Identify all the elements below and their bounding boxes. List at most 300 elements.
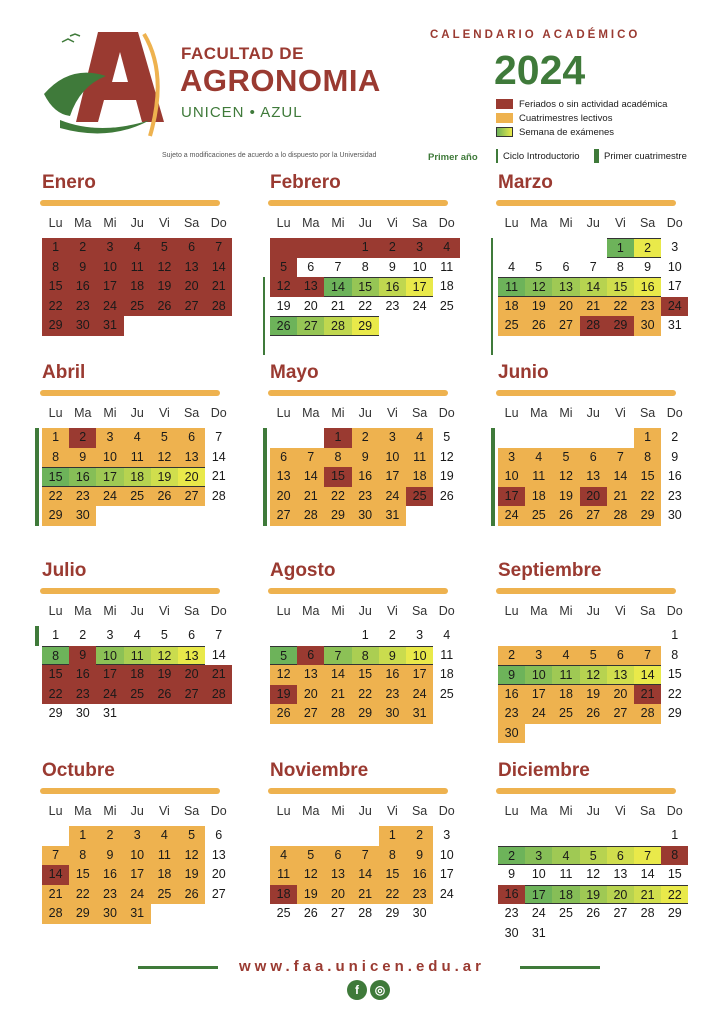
month-underline	[268, 390, 448, 396]
day-cell: 11	[124, 258, 151, 278]
weekday-header: Ju	[130, 406, 144, 420]
day-cell: 30	[412, 906, 427, 920]
day-cell: 25	[151, 885, 178, 905]
day-cell: 31	[667, 318, 682, 332]
weekday-header: Ju	[358, 406, 372, 420]
day-cell: 16	[498, 685, 525, 705]
day-cell: 23	[69, 685, 96, 705]
day-cell: 20	[607, 685, 634, 705]
day-cell: 26	[586, 906, 601, 920]
day-cell: 11	[406, 448, 433, 468]
month-name: Agosto	[270, 560, 336, 581]
term-swatch	[496, 113, 513, 123]
day-cell: 24	[661, 297, 688, 317]
day-cell: 9	[96, 846, 123, 866]
intro-cycle-bar	[263, 316, 265, 336]
day-cell: 21	[634, 885, 661, 905]
day-cell: 17	[96, 277, 123, 297]
weekday-header: Mi	[331, 406, 345, 420]
weekday-header: Do	[666, 216, 683, 230]
day-cell: 13	[324, 865, 351, 885]
day-cell: 23	[69, 487, 96, 507]
day-cell: 26	[151, 487, 178, 507]
weekday-header: Mi	[559, 406, 573, 420]
weekday-header: Ju	[358, 604, 372, 618]
day-cell: 28	[640, 906, 655, 920]
weekday-header: Sa	[639, 216, 656, 230]
day-cell: 17	[406, 277, 433, 297]
day-cell: 5	[580, 846, 607, 866]
day-cell: 6	[297, 646, 324, 666]
day-cell: 15	[379, 865, 406, 885]
day-cell: 5	[270, 258, 297, 278]
first-year-label: Primer año	[428, 152, 478, 163]
day-cell: 16	[69, 467, 96, 487]
day-cell: 12	[151, 448, 178, 468]
weekday-header: Lu	[276, 406, 291, 420]
day-cell: 13	[270, 467, 297, 487]
first-term-bar	[491, 428, 495, 448]
first-term-bar	[263, 506, 267, 526]
month-name: Diciembre	[498, 760, 590, 781]
weekday-header: Lu	[504, 216, 519, 230]
day-cell: 22	[661, 885, 688, 905]
day-cell: 22	[42, 487, 69, 507]
first-term-bar	[491, 506, 495, 526]
weekday-header: Vi	[386, 216, 398, 230]
day-cell: 25	[124, 297, 151, 317]
day-cell: 14	[297, 467, 324, 487]
weekday-header: Mi	[103, 604, 117, 618]
day-cell: 10	[412, 259, 427, 274]
day-cell: 6	[580, 448, 607, 468]
day-cell: 20	[178, 665, 205, 685]
day-cell: 29	[352, 316, 379, 336]
day-cell: 15	[42, 467, 69, 487]
day-cell: 8	[634, 448, 661, 468]
day-cell: 18	[406, 467, 433, 487]
day-cell: 9	[671, 449, 679, 464]
weekday-header: Ma	[74, 604, 92, 618]
day-cell: 29	[667, 706, 682, 720]
day-cell: 21	[205, 665, 232, 685]
day-cell: 12	[270, 665, 297, 685]
day-cell: 11	[552, 665, 579, 685]
day-cell: 14	[640, 867, 655, 881]
day-cell: 18	[552, 885, 579, 905]
month-name: Septiembre	[498, 560, 602, 581]
day-cell: 28	[634, 704, 661, 724]
weekday-header: Ma	[530, 804, 548, 818]
day-cell: 13	[178, 646, 205, 666]
month-abril	[40, 362, 235, 542]
day-cell: 5	[443, 430, 451, 444]
day-cell: 11	[124, 448, 151, 468]
day-cell: 4	[443, 628, 451, 642]
day-cell: 26	[580, 704, 607, 724]
day-cell: 21	[42, 885, 69, 905]
day-cell: 17	[124, 865, 151, 885]
day-cell: 29	[352, 704, 379, 724]
day-cell: 20	[580, 487, 607, 507]
day-cell: 3	[416, 628, 424, 642]
day-cell: 23	[667, 488, 682, 503]
day-cell: 6	[607, 846, 634, 866]
day-cell: 5	[151, 238, 178, 258]
day-cell: 5	[151, 428, 178, 448]
day-cell: 6	[607, 646, 634, 666]
day-cell: 26	[270, 316, 297, 336]
weekday-header: Lu	[504, 804, 519, 818]
day-cell: 8	[42, 448, 69, 468]
weekday-header: Ma	[530, 216, 548, 230]
day-cell: 4	[270, 846, 297, 866]
day-cell: 30	[96, 904, 123, 924]
day-cell: 22	[634, 487, 661, 507]
first-term-bar	[491, 467, 495, 487]
instagram-icon[interactable]: ◎	[370, 980, 390, 1000]
day-cell: 18	[498, 297, 525, 317]
day-cell: 15	[352, 665, 379, 685]
day-cell: 17	[525, 685, 552, 705]
day-cell: 23	[69, 297, 96, 317]
weekday-header: Do	[210, 604, 227, 618]
day-cell: 22	[42, 685, 69, 705]
day-cell: 10	[96, 258, 123, 278]
weekday-header: Ma	[302, 604, 320, 618]
day-cell: 22	[358, 298, 373, 313]
subject-note: Sujeto a modificaciones de acuerdo a lo dispuesto por la Universidad	[162, 152, 377, 159]
day-cell: 25	[439, 298, 454, 313]
weekday-header: Sa	[183, 216, 200, 230]
day-cell: 3	[525, 846, 552, 866]
month-underline	[40, 788, 220, 794]
day-cell: 28	[42, 904, 69, 924]
day-cell: 12	[580, 665, 607, 685]
day-cell: 8	[69, 846, 96, 866]
day-cell: 14	[211, 647, 226, 662]
weekday-header: Vi	[386, 604, 398, 618]
day-cell: 16	[379, 665, 406, 685]
day-cell: 19	[151, 277, 178, 297]
day-cell: 14	[42, 865, 69, 885]
day-cell: 30	[667, 508, 682, 522]
weekday-header: Sa	[411, 804, 428, 818]
day-cell: 16	[634, 277, 661, 297]
weekday-header: Sa	[411, 216, 428, 230]
day-cell: 30	[634, 316, 661, 336]
day-cell: 20	[552, 297, 579, 317]
day-cell: 2	[69, 238, 96, 258]
day-cell: 1	[69, 826, 96, 846]
weekday-header: Ma	[74, 804, 92, 818]
day-cell: 28	[211, 488, 226, 503]
day-cell: 21	[211, 469, 226, 483]
day-cell: 25	[525, 506, 552, 526]
month-agosto	[268, 560, 463, 740]
day-cell: 2	[352, 428, 379, 448]
day-cell: 1	[52, 628, 60, 642]
day-cell: 21	[352, 885, 379, 905]
day-cell: 7	[607, 448, 634, 468]
month-noviembre	[268, 760, 463, 940]
day-cell: 9	[352, 448, 379, 468]
university-name: UNICEN • AZUL	[181, 104, 303, 121]
day-cell: 1	[42, 428, 69, 448]
day-cell: 10	[439, 847, 454, 862]
day-cell: 15	[42, 277, 69, 297]
day-cell: 28	[297, 506, 324, 526]
month-junio	[496, 362, 691, 542]
month-diciembre	[496, 760, 691, 940]
day-cell: 17	[96, 665, 123, 685]
day-cell: 17	[667, 279, 682, 293]
weekday-header: Vi	[614, 406, 626, 420]
month-underline	[40, 200, 220, 206]
intro-cycle-bar	[491, 316, 493, 336]
month-octubre	[40, 760, 235, 940]
day-cell: 21	[205, 277, 232, 297]
day-cell: 19	[151, 467, 178, 487]
legend-holidays	[496, 97, 667, 111]
day-cell: 24	[531, 906, 546, 920]
day-cell: 9	[69, 646, 96, 666]
day-cell: 26	[270, 704, 297, 724]
day-cell: 3	[525, 646, 552, 666]
weekday-header: Mi	[103, 406, 117, 420]
day-cell: 21	[297, 487, 324, 507]
day-cell: 19	[178, 865, 205, 885]
day-cell: 22	[69, 885, 96, 905]
day-cell: 14	[324, 277, 351, 297]
weekday-header: Mi	[103, 804, 117, 818]
day-cell: 7	[297, 448, 324, 468]
day-cell: 3	[96, 428, 123, 448]
day-cell: 3	[96, 238, 123, 258]
day-cell: 18	[525, 487, 552, 507]
day-cell: 11	[270, 865, 297, 885]
weekday-header: Ju	[130, 216, 144, 230]
website-link[interactable]: www.faa.unicen.edu.ar	[239, 958, 485, 975]
intro-cycle-marker	[496, 149, 580, 163]
weekday-header: Do	[438, 216, 455, 230]
day-cell: 15	[607, 277, 634, 297]
day-cell: 17	[498, 487, 525, 507]
day-cell: 22	[352, 685, 379, 705]
day-cell: 29	[48, 706, 63, 720]
day-cell: 25	[498, 316, 525, 336]
day-cell: 28	[580, 316, 607, 336]
month-underline	[496, 588, 676, 594]
day-cell: 20	[178, 277, 205, 297]
day-cell: 2	[69, 428, 96, 448]
day-cell: 21	[634, 685, 661, 705]
weekday-header: Lu	[48, 604, 63, 618]
intro-cycle-bar	[263, 336, 265, 356]
first-term-bar	[491, 448, 495, 468]
day-cell: 3	[379, 428, 406, 448]
day-cell: 11	[498, 277, 525, 297]
day-cell: 24	[525, 704, 552, 724]
month-febrero	[268, 172, 463, 352]
day-cell: 29	[607, 316, 634, 336]
day-cell: 13	[580, 467, 607, 487]
day-cell: 26	[552, 506, 579, 526]
day-cell: 27	[178, 487, 205, 507]
day-cell: 24	[124, 885, 151, 905]
day-cell: 18	[151, 865, 178, 885]
day-cell: 14	[324, 665, 351, 685]
empty-holiday-cell	[297, 238, 324, 258]
day-cell: 6	[270, 448, 297, 468]
weekday-header: Ju	[358, 216, 372, 230]
day-cell: 25	[552, 704, 579, 724]
weekday-header: Lu	[276, 804, 291, 818]
day-cell: 8	[671, 647, 679, 662]
intro-cycle-bar	[263, 297, 265, 317]
day-cell: 2	[498, 846, 525, 866]
month-underline	[496, 200, 676, 206]
day-cell: 10	[96, 646, 123, 666]
weekday-header: Ju	[130, 804, 144, 818]
day-cell: 10	[531, 867, 546, 881]
day-cell: 25	[559, 906, 573, 920]
facebook-icon[interactable]: f	[347, 980, 367, 1000]
weekday-header: Vi	[158, 604, 170, 618]
day-cell: 30	[352, 506, 379, 526]
day-cell: 3	[498, 448, 525, 468]
day-cell: 9	[388, 259, 396, 274]
exam-swatch	[496, 127, 513, 137]
day-cell: 27	[613, 906, 628, 920]
day-cell: 15	[324, 467, 351, 487]
day-cell: 7	[352, 846, 379, 866]
day-cell: 3	[406, 238, 433, 258]
month-marzo	[496, 172, 691, 352]
day-cell: 18	[270, 885, 297, 905]
day-cell: 13	[613, 867, 628, 881]
day-cell: 17	[439, 867, 454, 881]
weekday-header: Vi	[614, 804, 626, 818]
intro-cycle-bar	[263, 277, 265, 297]
day-cell: 18	[439, 667, 454, 681]
day-cell: 15	[42, 665, 69, 685]
day-cell: 24	[412, 298, 427, 313]
day-cell: 23	[96, 885, 123, 905]
day-cell: 23	[352, 487, 379, 507]
day-cell: 2	[671, 430, 679, 444]
weekday-header: Sa	[183, 604, 200, 618]
day-cell: 9	[498, 665, 525, 685]
day-cell: 9	[69, 258, 96, 278]
day-cell: 7	[215, 430, 223, 444]
day-cell: 6	[178, 428, 205, 448]
legend-label: Cuatrimestres lectivos	[519, 112, 613, 124]
weekday-header: Do	[210, 216, 227, 230]
day-cell: 11	[440, 259, 454, 274]
first-term-bar	[35, 428, 39, 448]
weekday-header: Ju	[586, 216, 600, 230]
first-term-label: Primer cuatrimestre	[604, 150, 687, 162]
day-cell: 12	[525, 277, 552, 297]
day-cell: 28	[358, 906, 373, 920]
weekday-header: Ma	[530, 604, 548, 618]
weekday-header: Vi	[158, 216, 170, 230]
weekday-header: Do	[666, 604, 683, 618]
day-cell: 4	[433, 238, 460, 258]
day-cell: 30	[504, 925, 519, 940]
day-cell: 20	[211, 867, 226, 881]
day-cell: 16	[352, 467, 379, 487]
day-cell: 12	[270, 277, 297, 297]
day-cell: 4	[552, 846, 579, 866]
faculty-line1: FACULTAD DE	[181, 44, 304, 63]
day-cell: 19	[439, 469, 454, 483]
day-cell: 30	[498, 724, 525, 744]
weekday-header: Sa	[639, 804, 656, 818]
day-cell: 13	[178, 258, 205, 278]
legend-label: Feriados o sin actividad académica	[519, 98, 668, 110]
weekday-header: Lu	[504, 406, 519, 420]
weekday-header: Sa	[411, 406, 428, 420]
day-cell: 10	[525, 665, 552, 685]
empty-holiday-cell	[270, 238, 297, 258]
weekday-header: Vi	[158, 804, 170, 818]
day-cell: 6	[178, 238, 205, 258]
day-cell: 14	[580, 277, 607, 297]
day-cell: 26	[439, 488, 454, 503]
faculty-name: AGRONOMIA	[180, 63, 381, 98]
day-cell: 16	[379, 277, 406, 297]
day-cell: 31	[96, 316, 123, 336]
day-cell: 3	[124, 826, 151, 846]
weekday-header: Vi	[386, 804, 398, 818]
day-cell: 27	[297, 316, 324, 336]
month-underline	[268, 200, 448, 206]
day-cell: 27	[580, 506, 607, 526]
month-julio	[40, 560, 235, 740]
day-cell: 19	[297, 885, 324, 905]
day-cell: 28	[607, 506, 634, 526]
day-cell: 6	[307, 259, 315, 274]
day-cell: 16	[406, 865, 433, 885]
day-cell: 5	[552, 448, 579, 468]
day-cell: 2	[406, 826, 433, 846]
day-cell: 24	[406, 685, 433, 705]
day-cell: 23	[498, 704, 525, 724]
day-cell: 1	[607, 238, 634, 258]
day-cell: 25	[439, 686, 454, 701]
day-cell: 7	[324, 646, 351, 666]
day-cell: 17	[525, 885, 552, 905]
day-cell: 29	[69, 904, 96, 924]
day-cell: 24	[379, 487, 406, 507]
day-cell: 21	[580, 297, 607, 317]
month-mayo	[268, 362, 463, 542]
day-cell: 16	[667, 469, 682, 483]
day-cell: 31	[124, 904, 151, 924]
weekday-header: Ma	[302, 804, 320, 818]
day-cell: 15	[352, 277, 379, 297]
day-cell: 18	[439, 279, 454, 293]
day-cell: 8	[324, 448, 351, 468]
day-cell: 24	[498, 506, 525, 526]
day-cell: 1	[324, 428, 351, 448]
day-cell: 2	[379, 238, 406, 258]
day-cell: 4	[525, 448, 552, 468]
weekday-header: Sa	[183, 406, 200, 420]
day-cell: 11	[525, 467, 552, 487]
